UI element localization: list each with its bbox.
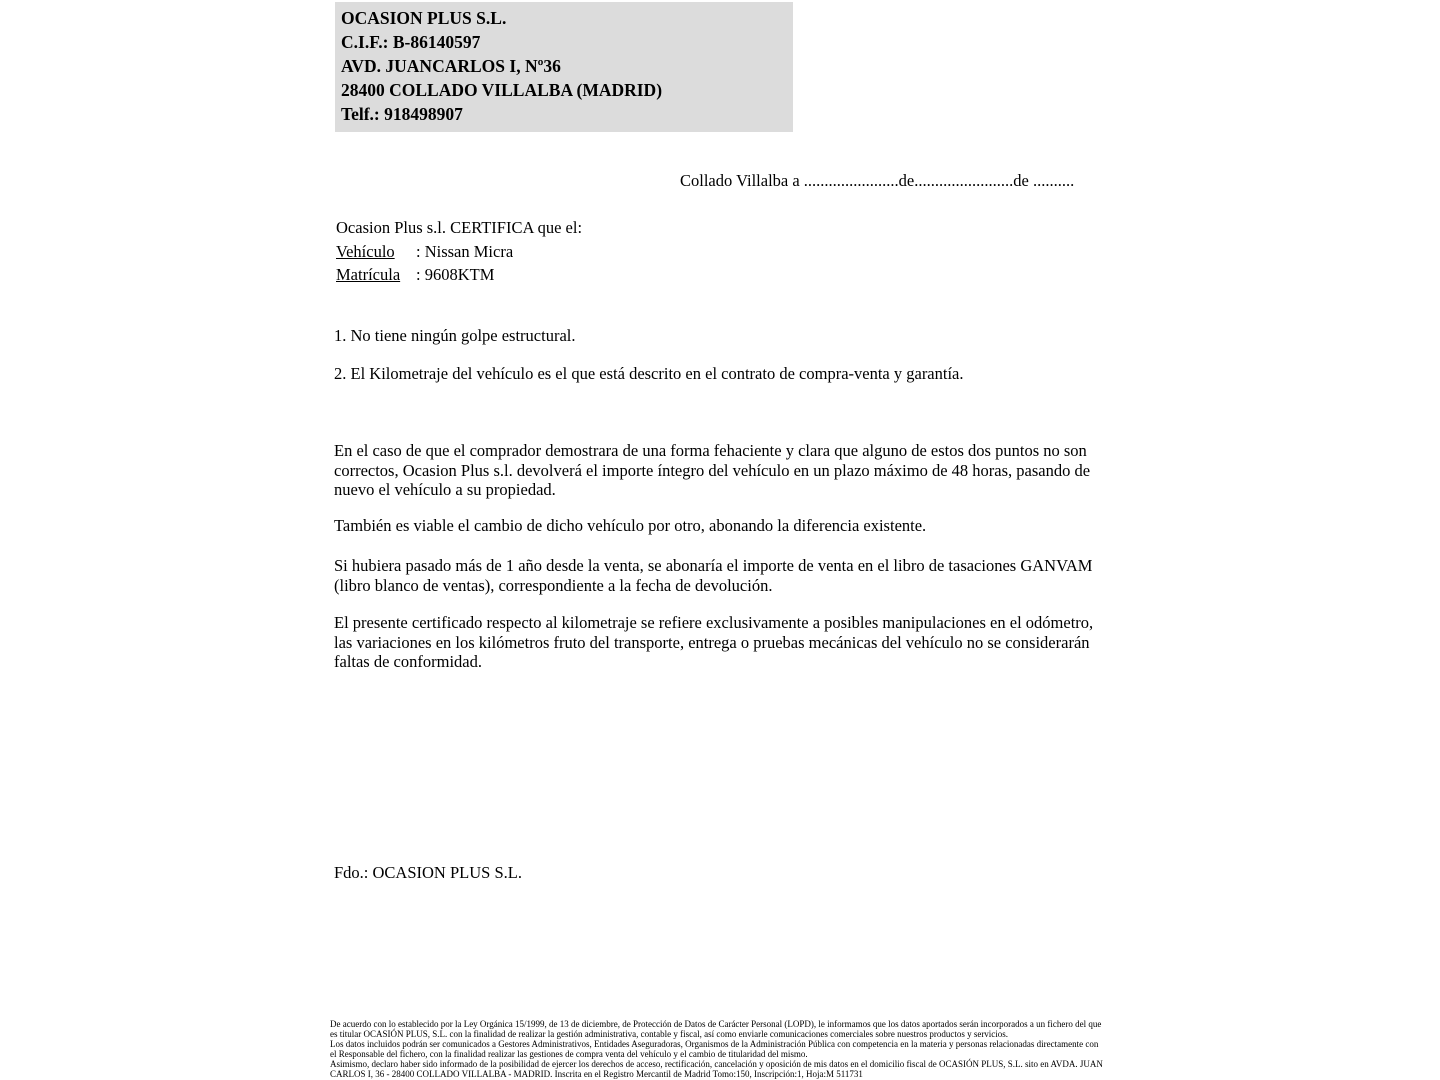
- legal-footer-paragraph-2: Los datos incluidos podrán ser comunicados a Gestores Administrativos, Entidades Aseguradoras, Organismos de la Administración Pública con competencia en la materia y personas relacionadas directamente con el Responsable del fichero, con la finalidad realizar las gestiones de compra venta del vehículo y el cambio de titularidad del mismo.: [330, 1039, 1099, 1059]
- paragraph-ganvam: Si hubiera pasado más de 1 año desde la venta, se abonaría el importe de venta en el libro de tasaciones GANVAM (libro blanco de ventas), correspondiente a la fecha de devolución.: [334, 556, 1093, 595]
- paragraph-exchange: También es viable el cambio de dicho vehículo por otro, abonando la diferencia existente.: [334, 516, 927, 535]
- date-line: Collado Villalba a .......................de........................de ..........: [680, 171, 1075, 190]
- plate-line: [336, 263, 582, 287]
- paragraph-odometer: El presente certificado respecto al kilometraje se refiere exclusivamente a posibles manipulaciones en el odómetro, las variaciones en los kilómetros fruto del transporte, entrega o pruebas mecánicas del vehículo no se considerarán faltas de conformidad.: [334, 613, 1094, 672]
- legal-footer: [330, 1019, 1104, 1079]
- vehicle-value: : Nissan Micra: [416, 241, 514, 261]
- company-address: AVD. JUANCARLOS I, Nº36: [341, 56, 561, 76]
- vehicle-line: [336, 240, 582, 264]
- legal-footer-paragraph-3: Asimismo, declaro haber sido informado de la posibilidad de ejercer los derechos de acceso, rectificación, cancelación y oposición de mis datos en el domicilio fiscal de OCASIÓN PLUS, S.L. sito en AVDA. JUAN CARLOS I, 36 - 28400 COLLADO VILLALBA - MADRID. Inscrita en el Registro Mercantil de Madrid Tomo:150, Inscripción:1, Hoja:M 511731: [330, 1059, 1103, 1079]
- paragraph-refund: En el caso de que el comprador demostrara de una forma fehaciente y clara que alguno de estos dos puntos no son correctos, Ocasion Plus s.l. devolverá el importe íntegro del vehículo en un plazo máximo de 48 horas, pasando de nuevo el vehículo a su propiedad.: [334, 441, 1091, 500]
- plate-label: Matrícula: [336, 265, 401, 284]
- certifica-intro: Ocasion Plus s.l. CERTIFICA que el:: [336, 218, 583, 237]
- certification-point-1: 1. No tiene ningún golpe estructural.: [334, 326, 576, 345]
- vehicle-label: Vehículo: [336, 241, 395, 261]
- company-phone: Telf.: 918498907: [341, 104, 463, 124]
- signature-line: Fdo.: OCASION PLUS S.L.: [334, 863, 522, 882]
- certification-point-2: 2. El Kilometraje del vehículo es el que está descrito en el contrato de compra-venta y garantía.: [334, 364, 964, 383]
- company-header: [335, 2, 793, 132]
- company-city: 28400 COLLADO VILLALBA (MADRID): [341, 80, 663, 100]
- company-cif: C.I.F.: B-86140597: [341, 32, 481, 52]
- plate-value: : 9608KTM: [416, 265, 495, 284]
- legal-footer-paragraph-1: De acuerdo con lo establecido por la Ley Orgánica 15/1999, de 13 de diciembre, de Protección de Datos de Carácter Personal (LOPD), le informamos que los datos aportados serán incorporados a un fichero del que es titular OCASIÓN PLUS, S.L. con la finalidad de realizar la gestión administrativa, contable y fiscal, así como enviarle comunicaciones comerciales sobre nuestros productos y servicios.: [330, 1019, 1102, 1039]
- company-name: OCASION PLUS S.L.: [341, 8, 507, 28]
- certification-block: [336, 216, 582, 287]
